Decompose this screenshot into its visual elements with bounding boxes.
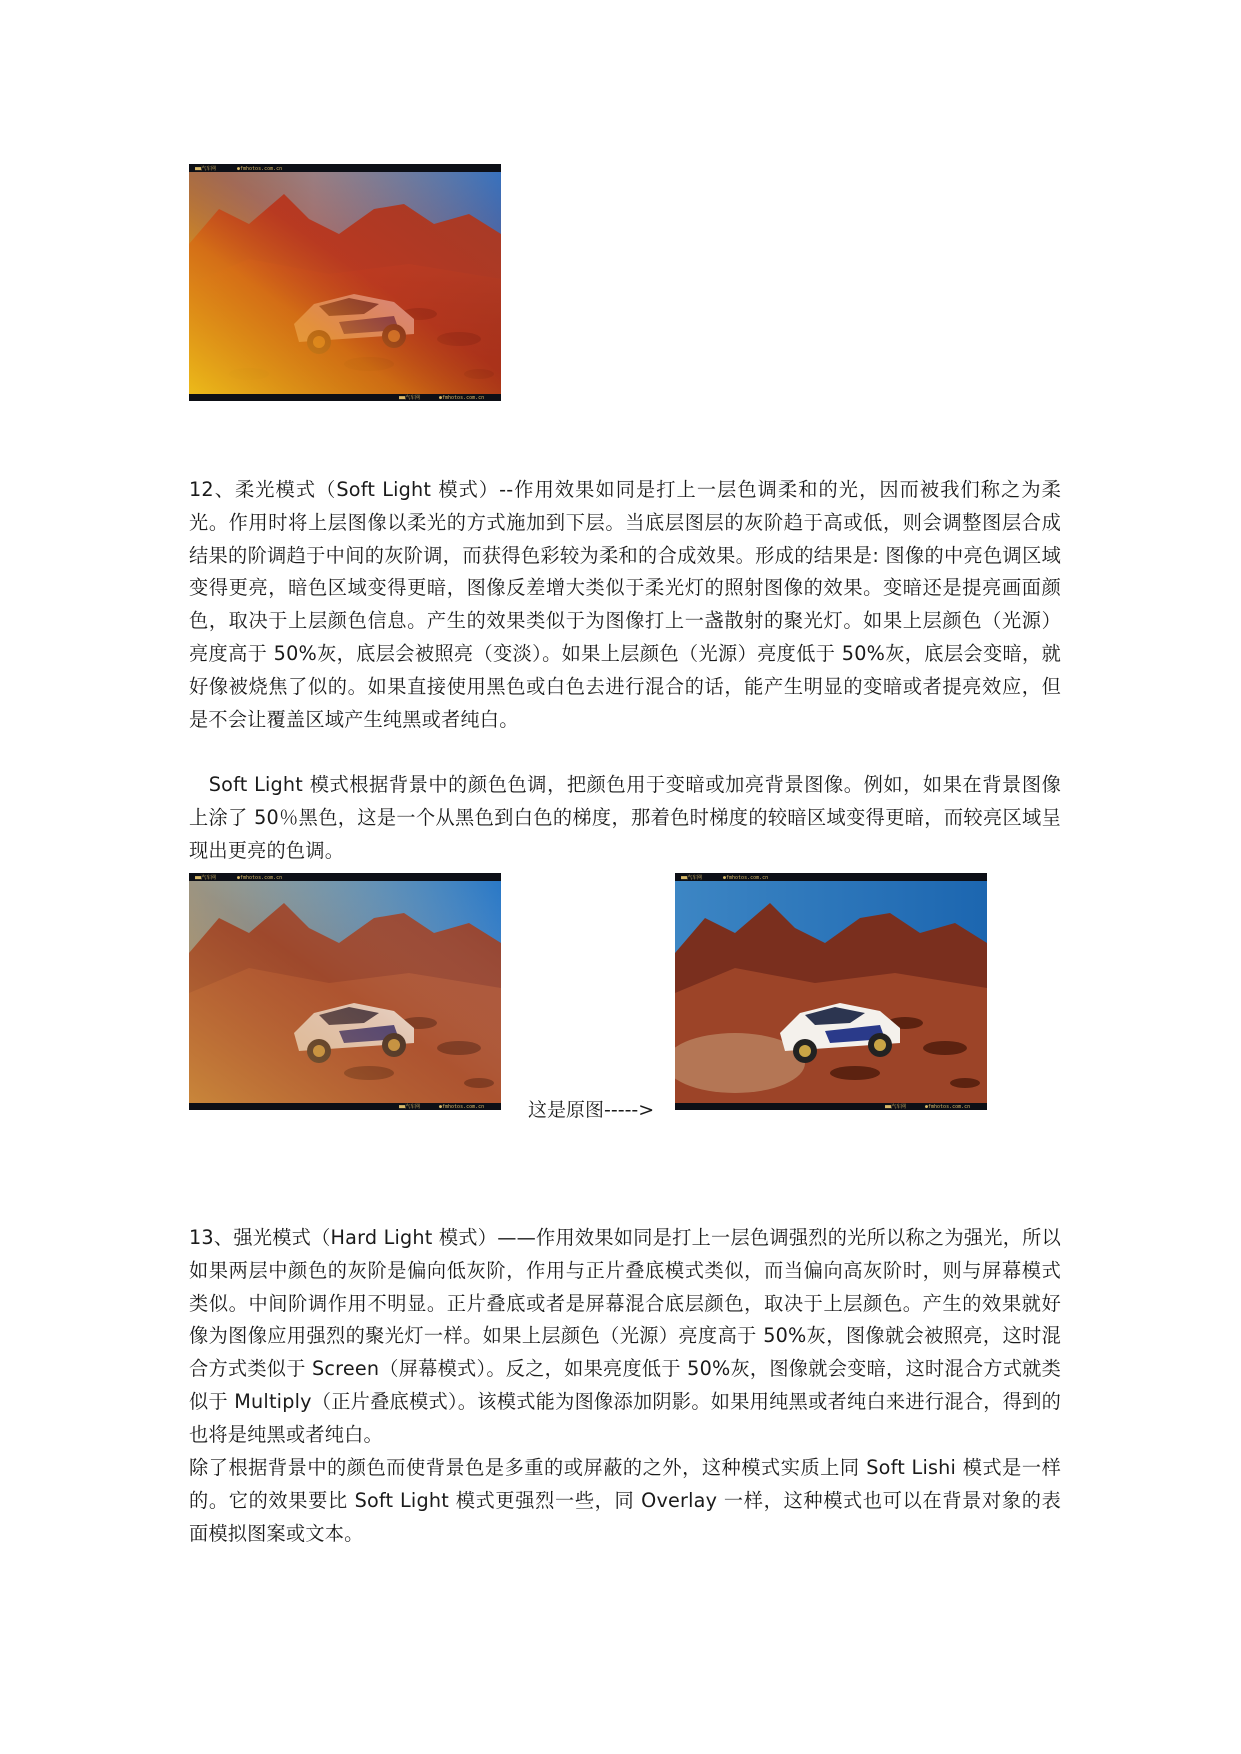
svg-text:■■汽车网: ■■汽车网 xyxy=(885,1104,907,1110)
paragraph-hard-light-detail: 除了根据背景中的颜色而使背景色是多重的或屏蔽的之外，这种模式实质上同 Soft Lishi 模式是一样的。它的效果要比 Soft Light 模式更强烈一些，同 Overlay 一样，这种模式也可以在背景对象的表面模拟图案或文本。 xyxy=(189,1456,1061,1545)
paragraph-hard-light: 13、强光模式（Hard Light 模式）——作用效果如同是打上一层色调强烈的光所以称之为强光，所以如果两层中颜色的灰阶是偏向低灰阶，作用与正片叠底模式类似，而当偏向高灰阶时，则与屏幕模式类似。中间阶调作用不明显。正片叠底或者是屏幕混合底层颜色，取决于上层颜色。产生的效果就好像为图像应用强烈的聚光灯一样。如果上层颜色（光源）亮度高于 50%灰，图像就会被照亮，这时混合方式类似于 Screen（屏幕模式）。反之，如果亮度低于 50%灰，图像就会变暗，这时混合方式就类似于 Multiply（正片叠底模式）。该模式能为图像添加阴影。如果用纯黑或者纯白来进行混合，得到的也将是纯黑或者纯白。 xyxy=(189,1226,1061,1446)
soft-light-result-image xyxy=(189,873,501,1110)
svg-text:●fmhotos.com.cn: ●fmhotos.com.cn xyxy=(439,395,485,401)
paragraph-soft-light-detail: Soft Light 模式根据背景中的颜色色调，把颜色用于变暗或加亮背景图像。例如，如果在背景图像上涂了 50％黑色，这是一个从黑色到白色的梯度，那着色时梯度的较暗区域变得更暗，而较亮区域呈现出更亮的色调。 xyxy=(189,773,1061,862)
svg-text:■■汽车网: ■■汽车网 xyxy=(399,1104,421,1110)
original-image xyxy=(675,873,987,1110)
svg-text:●fmhotos.com.cn: ●fmhotos.com.cn xyxy=(439,1104,485,1110)
original-image-caption: 这是原图-----> xyxy=(528,1099,655,1121)
svg-text:■■汽车网: ■■汽车网 xyxy=(681,875,703,881)
paragraph-soft-light: 12、柔光模式（Soft Light 模式）--作用效果如同是打上一层色调柔和的光，因而被我们称之为柔光。作用时将上层图像以柔光的方式施加到下层。当底层图层的灰阶趋于高或低，则会调整图层合成结果的阶调趋于中间的灰阶调，而获得色彩较为柔和的合成效果。形成的结果是: 图像的中亮色调区域变得更亮，暗色区域变得更暗，图像反差增大类似于柔光灯的照射图像的效果。变暗还是提亮画面颜色，取决于上层颜色信息。产生的效果类似于为图像打上一盏散射的聚光灯。如果上层颜色（光源）亮度高于 50%灰，底层会被照亮（变淡）。如果上层颜色（光源）亮度低于 50%灰，底层会变暗，就好像被烧焦了似的。如果直接使用黑色或白色去进行混合的话，能产生明显的变暗或者提亮效应，但是不会让覆盖区域产生纯黑或者纯白。 xyxy=(189,478,1061,731)
gradient-overlay-image xyxy=(189,164,501,401)
svg-text:●fmhotos.com.cn: ●fmhotos.com.cn xyxy=(925,1104,971,1110)
svg-text:■■汽车网: ■■汽车网 xyxy=(195,875,217,881)
svg-text:■■汽车网: ■■汽车网 xyxy=(399,395,421,401)
svg-text:●fmhotos.com.cn: ●fmhotos.com.cn xyxy=(723,875,769,881)
svg-text:■■汽车网: ■■汽车网 xyxy=(195,166,217,172)
svg-text:●fmhotos.com.cn: ●fmhotos.com.cn xyxy=(237,875,283,881)
svg-text:●fmhotos.com.cn: ●fmhotos.com.cn xyxy=(237,166,283,172)
